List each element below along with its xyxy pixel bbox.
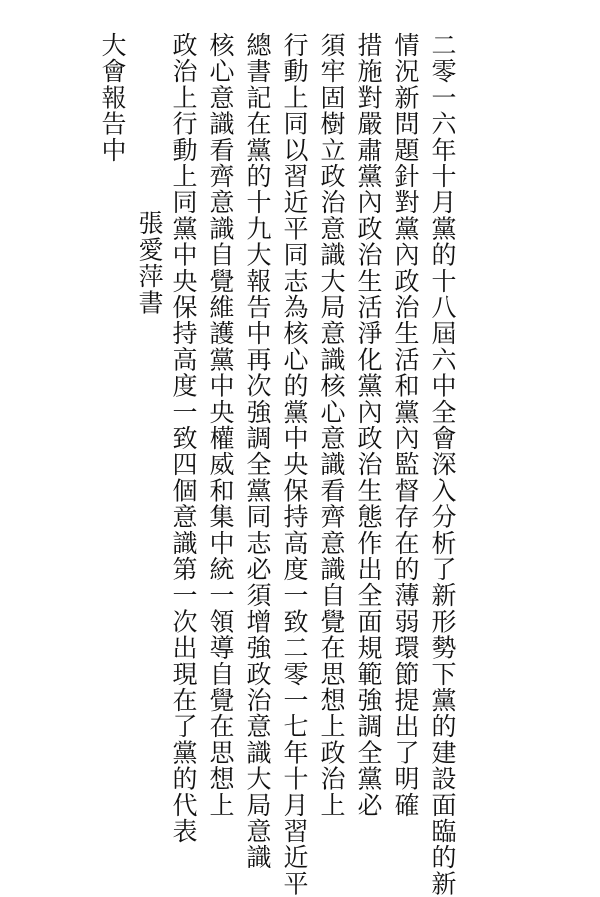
signature: 張愛萍書 bbox=[135, 210, 164, 316]
text-column-7: 核心意識看齊意識自覺維護黨中央權威和集中統一領導自覺在思想上 bbox=[206, 32, 235, 818]
text-column-9: 大會報告中 bbox=[98, 32, 127, 163]
text-column-8: 政治上行動上同黨中央保持高度一致四個意識第一次出現在了黨的代表 bbox=[169, 32, 198, 845]
text-column-4: 須牢固樹立政治意識大局意識核心意識看齊意識自覺在思想上政治上 bbox=[317, 32, 346, 818]
text-column-5: 行動上同以習近平同志為核心的黨中央保持高度一致二零一七年十月習近平 bbox=[280, 32, 309, 897]
text-column-1: 二零一六年十月黨的十八屆六中全會深入分析了新形勢下黨的建設面臨的新 bbox=[428, 32, 457, 897]
text-column-2: 情況新問題針對黨內政治生活和黨內監督存在的薄弱環節提出了明確 bbox=[391, 32, 420, 818]
text-column-3: 措施對嚴肅黨內政治生活淨化黨內政治生態作出全面規範強調全黨必 bbox=[354, 32, 383, 818]
text-column-6: 總書記在黨的十九大報告中再次強調全黨同志必須增強政治意識大局意識 bbox=[243, 32, 272, 871]
